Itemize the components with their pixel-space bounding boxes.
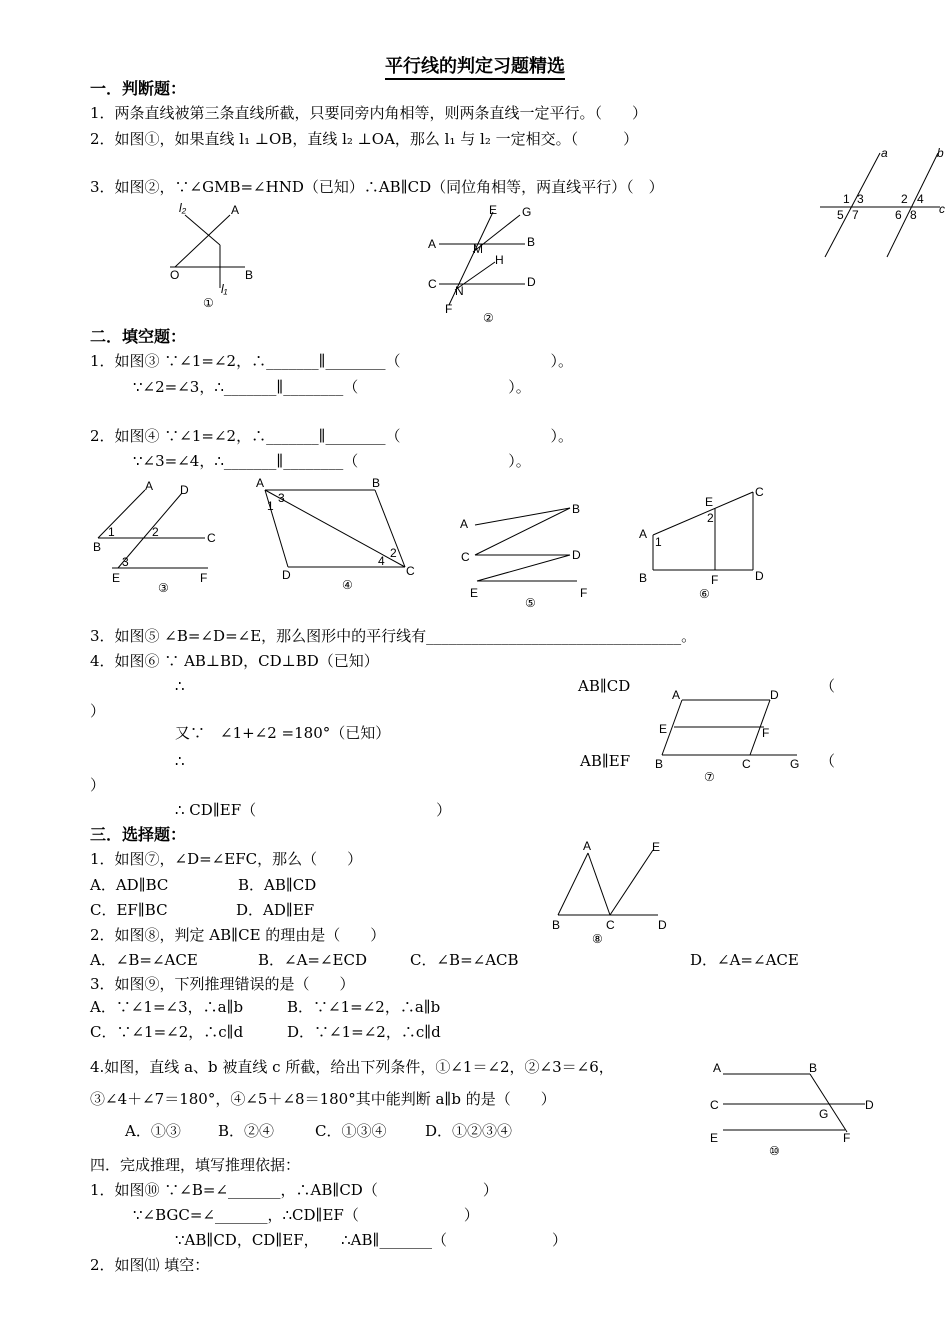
question-text: 1．如图③ ∵∠1=∠2，∴_______∥________（ ）。 — [90, 352, 574, 370]
question-text: 3．如图⑤ ∠B=∠D=∠E，那么图形中的平行线有__________________________________。 — [90, 627, 697, 645]
point-label: C — [755, 485, 764, 499]
statement-text: ∴ CD∥EF（ ） — [175, 801, 452, 819]
figure-number: ③ — [158, 581, 169, 595]
option-b: B．∵∠1=∠2，∴a∥b — [287, 998, 441, 1016]
option-b: B．AB∥CD — [238, 876, 317, 894]
angle-label: 2 — [707, 511, 714, 525]
section-heading: 一．判断题： — [90, 79, 187, 98]
question-text: 2．如图④ ∵∠1=∠2，∴_______∥________（ ）。 — [90, 427, 574, 445]
figure-5 — [455, 495, 595, 615]
point-label: A — [713, 1061, 722, 1075]
option-a: A．∵∠1=∠3，∴a∥b — [90, 998, 244, 1016]
point-label: A — [639, 527, 648, 541]
angle-label: 2 — [390, 546, 397, 560]
line-label: a — [881, 146, 888, 160]
line-label: l₂ — [179, 201, 187, 215]
figure-8 — [548, 835, 678, 950]
point-label: F — [711, 573, 719, 587]
question-text: 2．如图⑾ 填空： — [90, 1256, 210, 1274]
figure-number: ⑧ — [592, 932, 603, 946]
figure-6 — [635, 480, 775, 605]
point-label: A — [256, 476, 265, 490]
point-label: B — [372, 476, 381, 490]
option-b: B．∠A=∠ECD — [258, 951, 368, 969]
question-text: 2．如图①，如果直线 l₁ ⊥OB，直线 l₂ ⊥OA，那么 l₁ 与 l₂ 一定相交。（ ） — [90, 130, 639, 148]
figure-2 — [425, 200, 550, 325]
point-label: G — [819, 1107, 829, 1121]
question-text: ③∠4＋∠7＝180°，④∠5＋∠8＝180°其中能判断 a∥b 的是（ ） — [90, 1090, 556, 1108]
point-label: E — [489, 203, 498, 217]
option-c: C．EF∥BC — [90, 901, 168, 919]
point-label: C — [207, 531, 216, 545]
point-label: C — [406, 564, 415, 578]
point-label: F — [762, 726, 770, 740]
question-text: 3．如图⑨，下列推理错误的是（ ） — [90, 975, 355, 993]
question-text: 4.如图，直线 a、b 被直线 c 所截，给出下列条件，①∠1＝∠2，②∠3＝∠6， — [90, 1058, 614, 1076]
angle-label: 2 — [901, 192, 908, 206]
point-label: G — [522, 205, 532, 219]
point-label: C — [710, 1098, 719, 1112]
figure-3 — [90, 478, 225, 598]
paren-close: ） — [90, 702, 106, 720]
paren-open: （ — [820, 677, 836, 695]
point-label: C — [428, 277, 437, 291]
angle-label: 1 — [267, 499, 274, 513]
figure-number: ⑩ — [769, 1144, 780, 1158]
point-label: B — [93, 540, 102, 554]
point-label: N — [455, 284, 464, 298]
point-label: A — [672, 688, 681, 702]
point-label: D — [755, 569, 764, 583]
point-label: B — [527, 235, 536, 249]
point-label: D — [282, 568, 291, 582]
point-label: G — [790, 757, 800, 771]
question-text: 2．如图⑧，判定 AB∥CE 的理由是（ ） — [90, 926, 386, 944]
figure-10 — [705, 1052, 885, 1162]
question-text: ∵∠3=∠4，∴_______∥________（ ）。 — [133, 452, 531, 470]
figure-number: ⑦ — [704, 770, 715, 784]
point-label: F — [580, 586, 588, 600]
statement-text: 又∵ ∠1+∠2 =180°（已知） — [175, 724, 391, 742]
line-label: l₁ — [221, 282, 228, 296]
line-label: c — [939, 202, 945, 216]
option-c: C．①③④ — [315, 1122, 387, 1140]
point-label: D — [527, 275, 536, 289]
angle-label: 3 — [122, 555, 129, 569]
therefore-symbol: ∴ — [175, 752, 185, 770]
point-label: F — [445, 302, 453, 316]
angle-label: 1 — [843, 192, 850, 206]
figure-number: ② — [483, 311, 494, 325]
point-label: B — [572, 502, 581, 516]
figure-7 — [652, 685, 812, 785]
figure-number: ⑤ — [525, 596, 536, 610]
question-text: 1．如图⑦，∠D=∠EFC，那么（ ） — [90, 850, 363, 868]
point-label: O — [170, 268, 180, 282]
angle-label: 1 — [108, 525, 115, 539]
paren-close: ） — [90, 776, 106, 794]
point-label: B — [809, 1061, 818, 1075]
point-label: C — [606, 918, 615, 932]
figure-9 — [815, 145, 945, 260]
angle-label: 4 — [917, 192, 924, 206]
point-label: D — [572, 548, 581, 562]
question-text: 3．如图②，∵∠GMB=∠HND（已知）∴AB∥CD（同位角相等，两直线平行）（ ） — [90, 178, 664, 196]
statement-text: AB∥EF — [580, 752, 631, 770]
figure-number: ⑥ — [699, 587, 710, 601]
figure-number: ④ — [342, 578, 353, 592]
question-text: 4．如图⑥ ∵ AB⊥BD，CD⊥BD（已知） — [90, 652, 379, 670]
option-d: D．∠A=∠ACE — [690, 951, 799, 969]
option-c: C．∠B=∠ACB — [410, 951, 519, 969]
angle-label: 2 — [152, 525, 159, 539]
question-text: 1．两条直线被第三条直线所截，只要同旁内角相等，则两条直线一定平行。（ ） — [90, 104, 648, 122]
option-d: D．∵∠1=∠2，∴c∥d — [287, 1023, 441, 1041]
angle-label: 6 — [895, 208, 902, 222]
point-label: E — [470, 586, 479, 600]
point-label: H — [495, 253, 504, 267]
point-label: B — [639, 571, 648, 585]
option-d: D．AD∥EF — [236, 901, 315, 919]
point-label: E — [710, 1131, 719, 1145]
figure-1 — [165, 200, 265, 310]
section-heading: 二．填空题： — [90, 327, 187, 346]
point-label: F — [843, 1131, 851, 1145]
point-label: D — [770, 688, 779, 702]
option-a: A．①③ — [125, 1122, 181, 1140]
section-heading: 四．完成推理，填写推理依据： — [90, 1156, 301, 1174]
question-text: 1．如图⑩ ∵∠B=∠_______，∴AB∥CD（ ） — [90, 1181, 498, 1199]
angle-label: 7 — [852, 208, 859, 222]
point-label: B — [245, 268, 254, 282]
point-label: E — [112, 571, 121, 585]
page-title: 平行线的判定习题精选 — [0, 52, 950, 78]
angle-label: 5 — [837, 208, 844, 222]
option-d: D．①②③④ — [425, 1122, 513, 1140]
point-label: A — [460, 517, 469, 531]
question-text: ∵∠2=∠3，∴_______∥________（ ）。 — [133, 378, 531, 396]
angle-label: 3 — [857, 192, 864, 206]
statement-text: AB∥CD — [578, 677, 631, 695]
angle-label: 3 — [278, 491, 285, 505]
therefore-symbol: ∴ — [175, 677, 185, 695]
point-label: A — [145, 479, 154, 493]
angle-label: 1 — [655, 535, 662, 549]
point-label: B — [552, 918, 561, 932]
option-b: B．②④ — [218, 1122, 275, 1140]
point-label: A — [583, 839, 592, 853]
point-label: A — [428, 237, 437, 251]
paren-open: （ — [820, 752, 836, 770]
figure-number: ① — [203, 296, 214, 310]
point-label: D — [865, 1098, 874, 1112]
point-label: B — [655, 757, 664, 771]
option-a: A．∠B=∠ACE — [90, 951, 198, 969]
question-text: ∵AB∥CD，CD∥EF， ∴AB∥_______（ ） — [175, 1231, 567, 1249]
point-label: E — [652, 840, 661, 854]
point-label: F — [200, 571, 208, 585]
point-label: C — [742, 757, 751, 771]
point-label: D — [180, 483, 189, 497]
point-label: C — [461, 550, 470, 564]
option-c: C．∵∠1=∠2，∴c∥d — [90, 1023, 244, 1041]
angle-label: 4 — [378, 554, 385, 568]
option-a: A．AD∥BC — [90, 876, 169, 894]
point-label: A — [231, 203, 240, 217]
point-label: E — [659, 722, 668, 736]
figure-4 — [250, 475, 425, 595]
line-label: b — [937, 146, 944, 160]
angle-label: 8 — [910, 208, 917, 222]
point-label: E — [705, 495, 714, 509]
question-text: ∵∠BGC=∠_______，∴CD∥EF（ ） — [133, 1206, 479, 1224]
point-label: M — [473, 242, 483, 256]
point-label: D — [658, 918, 667, 932]
section-heading: 三．选择题： — [90, 825, 187, 844]
